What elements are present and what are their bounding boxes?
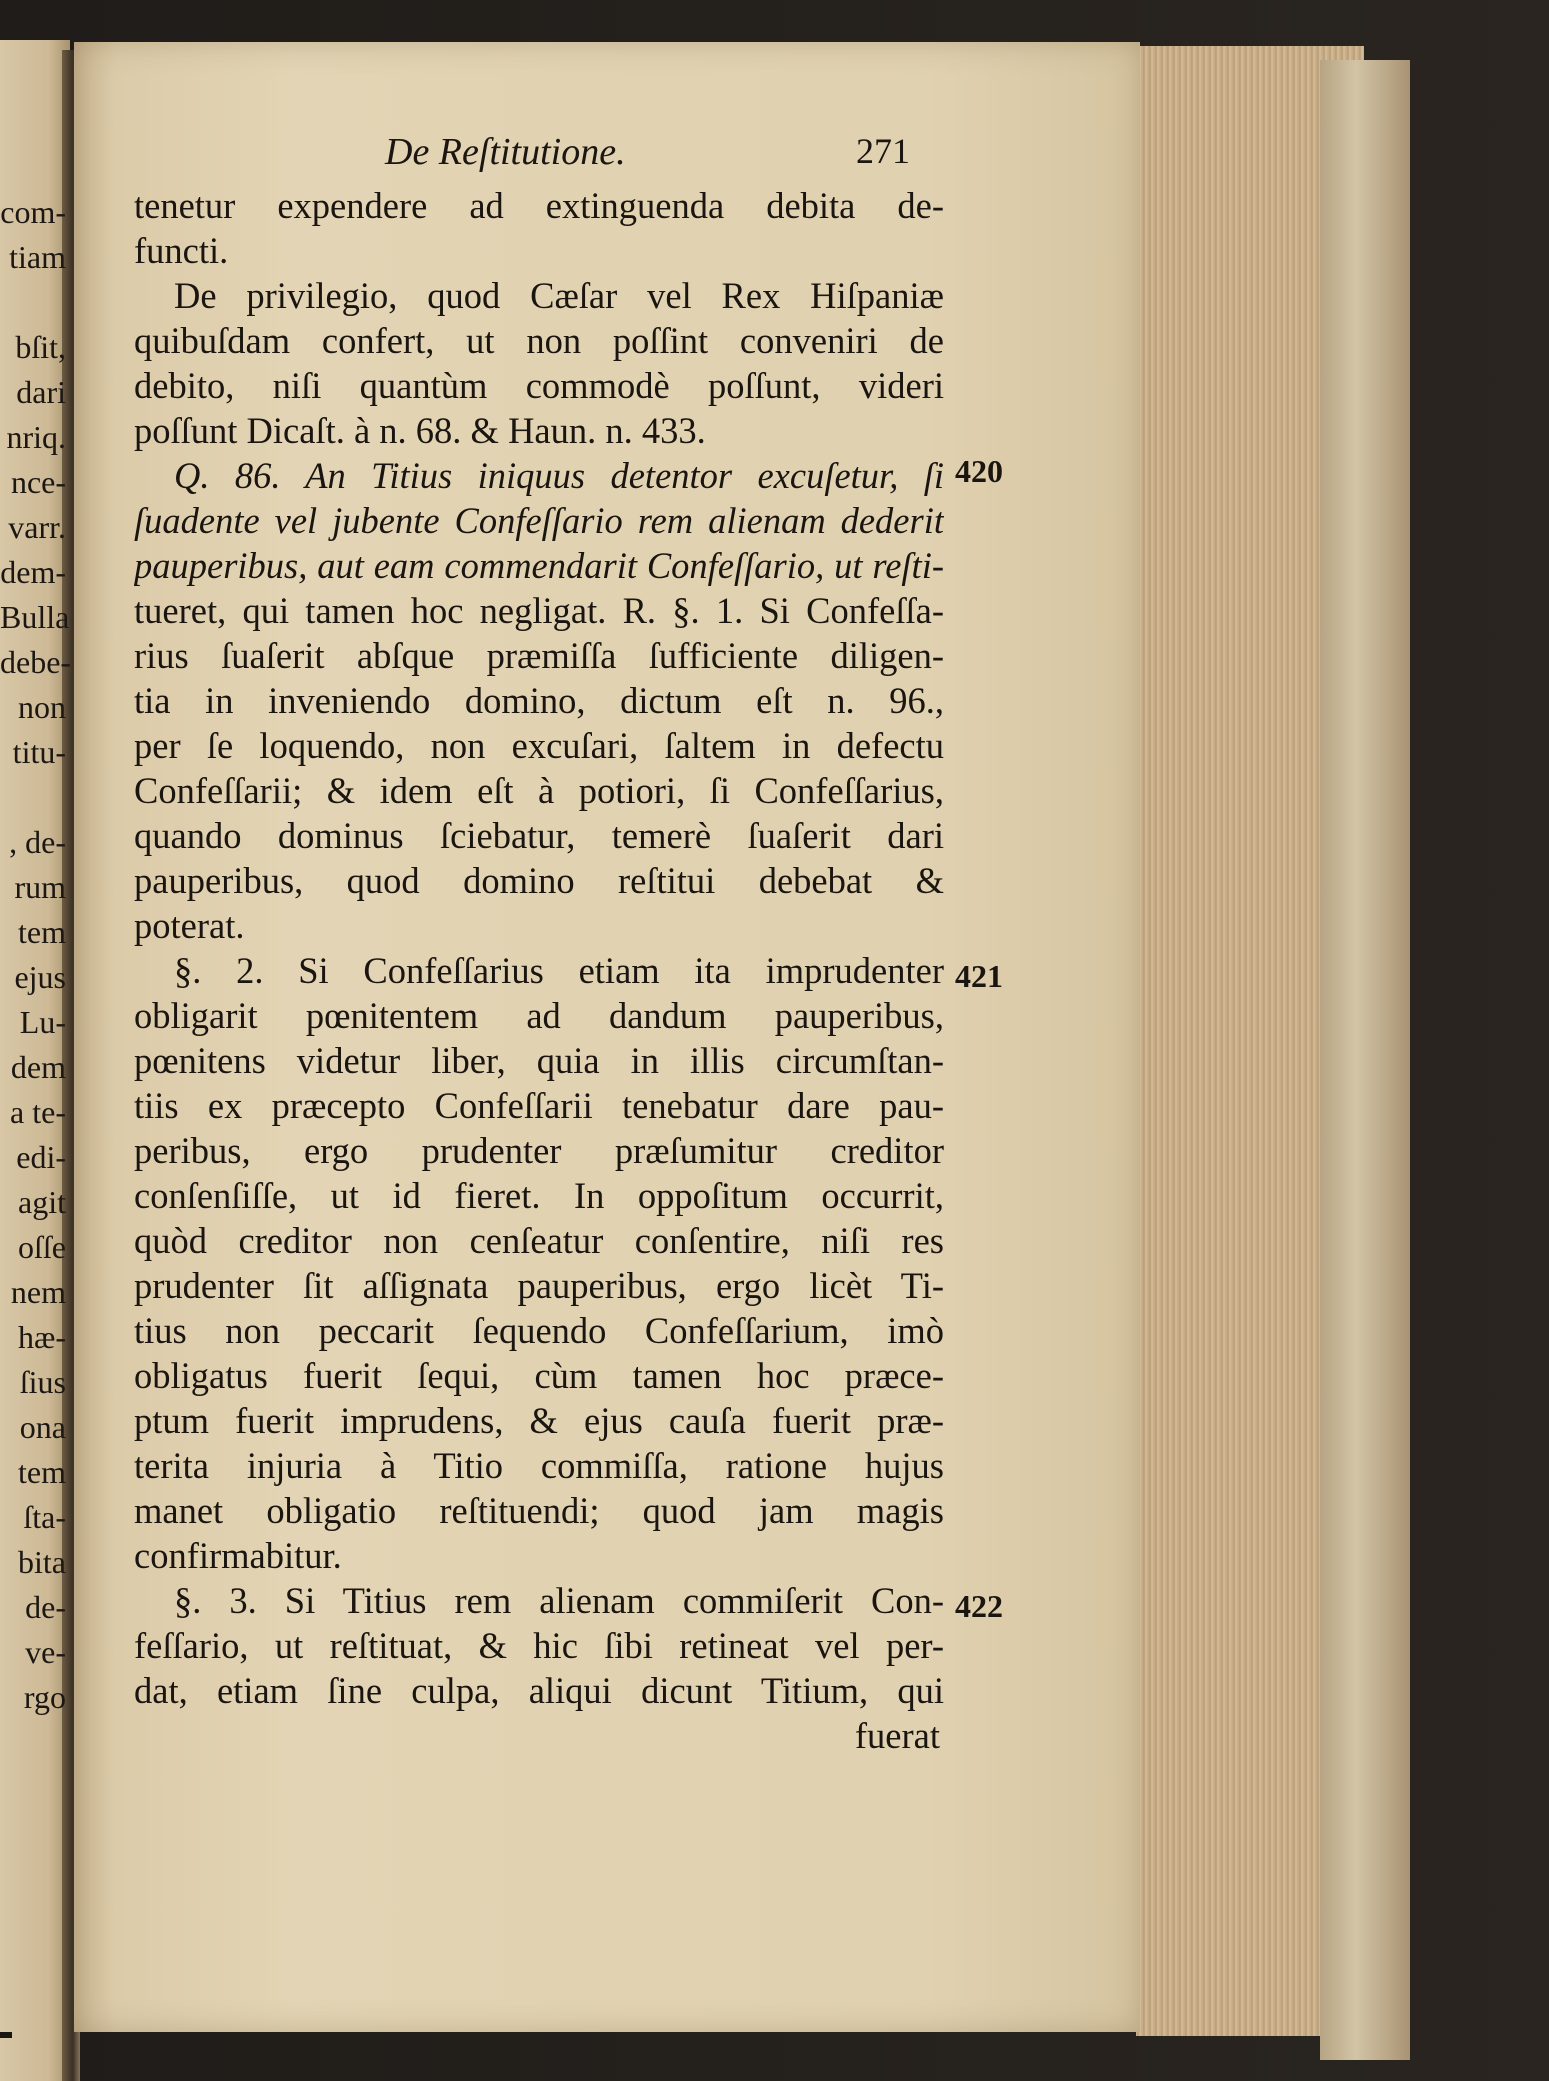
text-line: confirmabitur. — [134, 1535, 342, 1576]
left-fragment: nriq. — [6, 419, 66, 455]
text-line: ſuadente vel jubente Confeſſario rem alienam dederit — [134, 500, 944, 541]
left-fragment: ſta- — [23, 1499, 66, 1535]
text-line: tius non peccarit ſequendo Confeſſarium, imò — [134, 1310, 944, 1351]
text-line: tueret, qui tamen hoc negligat. R. §. 1. Si Confeſſa- — [134, 590, 944, 631]
left-fragment: tiam — [9, 239, 66, 275]
left-fragment: dem — [10, 1049, 66, 1085]
text-line: conſenſiſſe, ut id fieret. In oppoſitum occurrit, — [134, 1175, 944, 1216]
left-fragment: bita — [18, 1544, 66, 1580]
left-fragment: agit — [18, 1184, 66, 1220]
margin-number: 421 — [955, 958, 1003, 994]
left-fragment: oſſe — [18, 1229, 66, 1265]
left-fragment: edi- — [16, 1139, 66, 1175]
text-line: debito, niſi quantùm commodè poſſunt, videri — [134, 365, 944, 406]
page-body-text — [134, 183, 944, 1758]
running-head: De Reſtitutione. — [385, 131, 626, 173]
text-line: quando dominus ſciebatur, temerè ſuaſerit dari — [134, 815, 944, 856]
text-line: functi. — [134, 230, 229, 271]
text-line: pauperibus, aut eam commendarit Confeſſario, ut reſti- — [134, 545, 944, 586]
left-fragment: ejus — [14, 959, 66, 995]
text-line: tenetur expendere ad extinguenda debita de- — [134, 185, 944, 226]
text-line: tia in inveniendo domino, dictum eſt n. 96., — [134, 680, 944, 721]
left-fragment: hæ- — [18, 1319, 66, 1355]
text-line: poſſunt Dicaſt. à n. 68. & Haun. n. 433. — [134, 410, 706, 451]
text-line: peribus, ergo prudenter præſumitur creditor — [134, 1130, 944, 1171]
text-line: rius ſuaſerit abſque præmiſſa ſufficiente diligen- — [134, 635, 944, 676]
text-line: poterat. — [134, 905, 245, 946]
left-fragment: com- — [0, 194, 66, 230]
text-line: per ſe loquendo, non excuſari, ſaltem in defectu — [134, 725, 944, 766]
left-page-text-fragments — [0, 190, 72, 1720]
left-fragment: Bulla — [0, 599, 70, 635]
left-fragment: ve- — [25, 1634, 66, 1670]
left-fragment: tem — [18, 914, 66, 950]
text-line: dat, etiam ſine culpa, aliqui dicunt Titium, qui — [134, 1670, 944, 1711]
text-line: De privilegio, quod Cæſar vel Rex Hiſpaniæ — [174, 275, 944, 316]
left-fragment: , de- — [9, 824, 66, 860]
text-line: §. 2. Si Confeſſarius etiam ita imprudenter — [174, 950, 944, 991]
book-cover-edge — [1320, 60, 1410, 2060]
text-line: Confeſſarii; & idem eſt à potiori, ſi Confeſſarius, — [134, 770, 944, 811]
text-line: pœnitens videtur liber, quia in illis circumſtan- — [134, 1040, 944, 1081]
left-fragment: rgo — [23, 1679, 66, 1715]
left-fragment: bſit, — [15, 329, 66, 365]
text-line: prudenter ſit aſſignata pauperibus, ergo licèt Ti- — [134, 1265, 944, 1306]
margin-number: 420 — [955, 453, 1003, 489]
text-line: ptum fuerit imprudens, & ejus cauſa fuerit præ- — [134, 1400, 944, 1441]
left-fragment: varr. — [8, 509, 66, 545]
left-fragment: ona — [19, 1409, 66, 1445]
text-line: obligarit pœnitentem ad dandum pauperibus, — [134, 995, 944, 1036]
left-fragment: dem- — [0, 554, 66, 590]
left-fragment — [0, 280, 72, 325]
left-fragment: non — [18, 689, 66, 725]
text-line: obligatus fuerit ſequi, cùm tamen hoc præce- — [134, 1355, 944, 1396]
text-line: quibuſdam confert, ut non poſſint conveniri de — [134, 320, 944, 361]
left-fragment: de- — [25, 1589, 66, 1625]
catchword: fuerat — [854, 1715, 940, 1756]
text-line: manet obligatio reſtituendi; quod jam magis — [134, 1490, 944, 1531]
left-fragment: titu- — [12, 734, 66, 770]
text-line: Q. 86. An Titius iniquus detentor excuſetur, ſi — [174, 455, 944, 496]
text-line: pauperibus, quod domino reſtitui debebat & — [134, 860, 944, 901]
left-fragment — [0, 775, 72, 820]
left-fragment: Lu- — [19, 1004, 66, 1040]
text-line: terita injuria à Titio commiſſa, ratione hujus — [134, 1445, 944, 1486]
left-fragment: nem — [10, 1274, 66, 1310]
margin-number: 422 — [955, 1588, 1003, 1624]
text-line: tiis ex præcepto Confeſſarii tenebatur dare pau- — [134, 1085, 944, 1126]
text-line: feſſario, ut reſtituat, & hic ſibi retineat vel per- — [134, 1625, 944, 1666]
left-fragment: rum — [14, 869, 66, 905]
text-line: quòd creditor non cenſeatur conſentire, niſi res — [134, 1220, 944, 1261]
left-fragment: nce- — [10, 464, 66, 500]
left-fragment: debe- — [0, 644, 72, 680]
text-line: §. 3. Si Titius rem alienam commiſerit Con- — [174, 1580, 944, 1621]
dark-mark — [0, 2032, 12, 2038]
left-fragment: a te- — [10, 1094, 66, 1130]
left-fragment: ſius — [19, 1364, 66, 1400]
left-fragment: dari — [16, 374, 66, 410]
left-fragment: tem — [18, 1454, 66, 1490]
page-number: 271 — [856, 131, 910, 171]
